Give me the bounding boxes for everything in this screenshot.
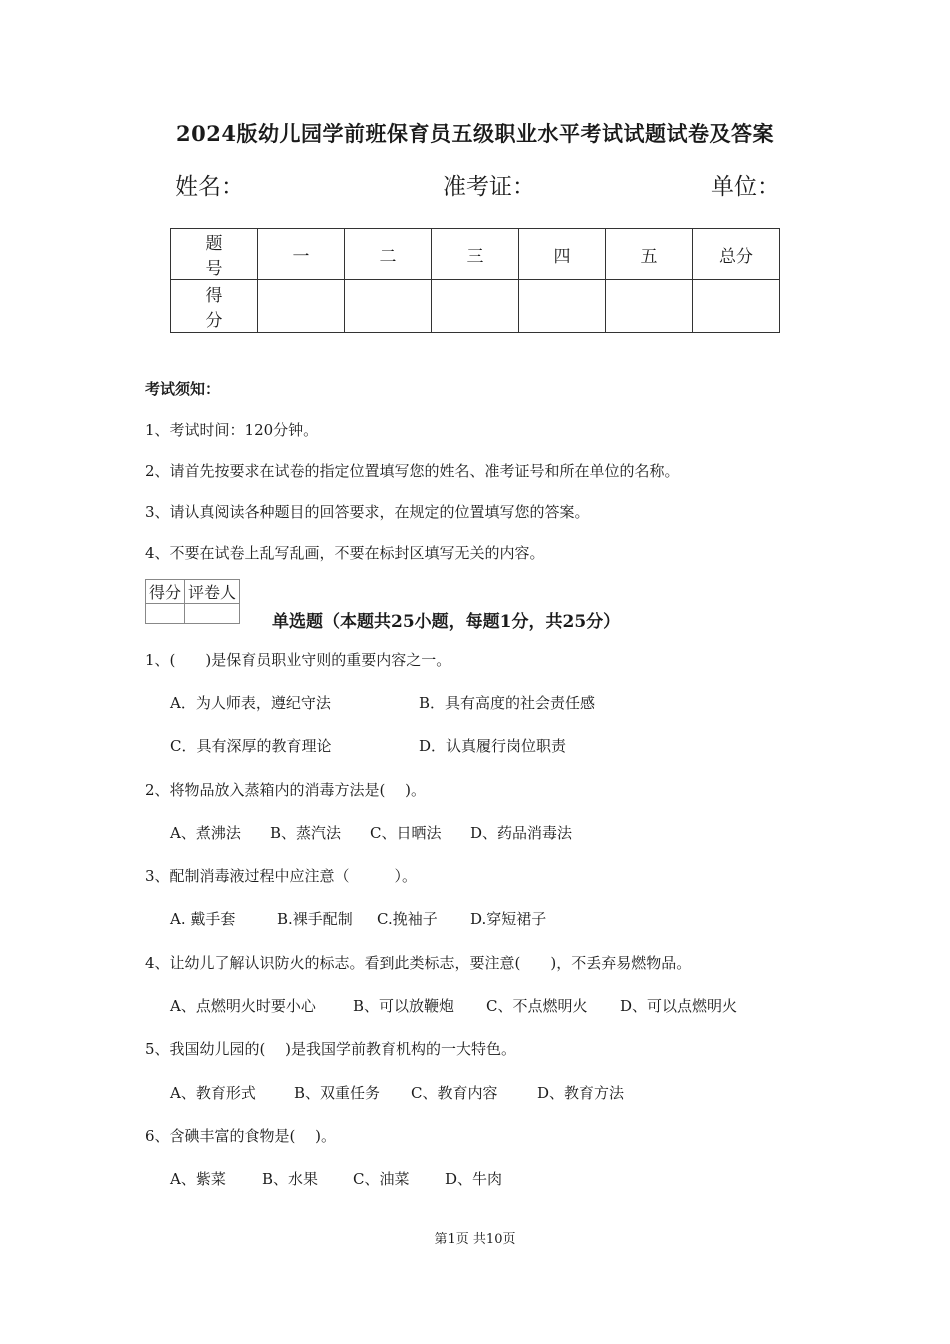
score-cell[interactable]: [519, 280, 606, 333]
notice-item: 3、请认真阅读各种题目的回答要求，在规定的位置填写您的答案。: [145, 503, 590, 521]
grader-reviewer-cell[interactable]: [185, 604, 240, 624]
page-footer: 第1页 共10页: [434, 1232, 516, 1247]
score-table-header-cell: 五: [606, 229, 693, 280]
score-row-label: 得 分: [171, 280, 258, 333]
score-table-header-cell: 一: [258, 229, 345, 280]
question-option: A、点燃明火时要小心: [170, 997, 316, 1015]
question-option: D、药品消毒法: [470, 824, 573, 842]
grader-reviewer-label: 评卷人: [185, 580, 240, 604]
question-option: A. 戴手套: [170, 910, 236, 928]
question-option: B．具有高度的社会责任感: [419, 694, 596, 712]
grader-score-cell[interactable]: [146, 604, 185, 624]
question-option: C、日晒法: [370, 824, 442, 842]
question-option: C、油菜: [353, 1170, 410, 1188]
score-table-header-cell: 题 号: [171, 229, 258, 280]
score-cell[interactable]: [606, 280, 693, 333]
score-table-score-row: [171, 280, 780, 333]
question-option: D、牛肉: [445, 1170, 503, 1188]
question-option: B、水果: [262, 1170, 319, 1188]
notice-item: 4、不要在试卷上乱写乱画，不要在标封区填写无关的内容。: [145, 544, 545, 562]
question-option: C．具有深厚的教育理论: [170, 737, 332, 755]
notice-item: 1、考试时间：120分钟。: [145, 421, 319, 439]
score-cell[interactable]: [693, 280, 780, 333]
question-option: D．认真履行岗位职责: [419, 737, 567, 755]
name-field-label: 姓名：: [175, 174, 244, 200]
score-cell[interactable]: [345, 280, 432, 333]
score-table-header-cell: 四: [519, 229, 606, 280]
question-stem: 2、将物品放入蒸箱内的消毒方法是( )。: [145, 781, 427, 799]
grader-box: [145, 579, 240, 624]
score-table-header-row: [171, 229, 780, 280]
exam-id-field-label: 准考证：: [443, 174, 535, 200]
score-table: [170, 228, 780, 333]
question-option: A、煮沸法: [170, 824, 241, 842]
question-stem: 4、让幼儿了解认识防火的标志。看到此类标志，要注意( )，不丢弃易燃物品。: [145, 954, 692, 972]
question-option: C.挽袖子: [377, 910, 438, 928]
question-option: D、可以点燃明火: [620, 997, 738, 1015]
question-stem: 3、配制消毒液过程中应注意（ ）。: [145, 867, 418, 885]
section-title: 单选题（本题共25小题，每题1分，共25分）: [272, 612, 621, 632]
question-option: A、教育形式: [170, 1084, 256, 1102]
notice-heading: 考试须知：: [145, 380, 221, 398]
document-title: 2024版幼儿园学前班保育员五级职业水平考试试题试卷及答案: [176, 121, 774, 146]
grader-score-label: 得分: [146, 580, 185, 604]
notice-item: 2、请首先按要求在试卷的指定位置填写您的姓名、准考证号和所在单位的名称。: [145, 462, 680, 480]
question-stem: 5、我国幼儿园的( )是我国学前教育机构的一大特色。: [145, 1040, 517, 1058]
question-option: B、可以放鞭炮: [353, 997, 455, 1015]
score-cell[interactable]: [258, 280, 345, 333]
question-option: B.裸手配制: [277, 910, 353, 928]
question-option: A．为人师表，遵纪守法: [170, 694, 331, 712]
question-stem: 1、( )是保育员职业守则的重要内容之一。: [145, 651, 452, 669]
question-option: B、双重任务: [294, 1084, 381, 1102]
score-table-header-cell: 二: [345, 229, 432, 280]
question-option: D.穿短裙子: [470, 910, 547, 928]
question-option: C、教育内容: [411, 1084, 498, 1102]
question-option: D、教育方法: [537, 1084, 625, 1102]
score-table-header-cell: 总分: [693, 229, 780, 280]
score-cell[interactable]: [432, 280, 519, 333]
unit-field-label: 单位：: [711, 174, 780, 200]
question-stem: 6、含碘丰富的食物是( )。: [145, 1127, 337, 1145]
question-option: B、蒸汽法: [270, 824, 342, 842]
score-table-header-cell: 三: [432, 229, 519, 280]
question-option: A、紫菜: [170, 1170, 226, 1188]
question-option: C、不点燃明火: [486, 997, 588, 1015]
